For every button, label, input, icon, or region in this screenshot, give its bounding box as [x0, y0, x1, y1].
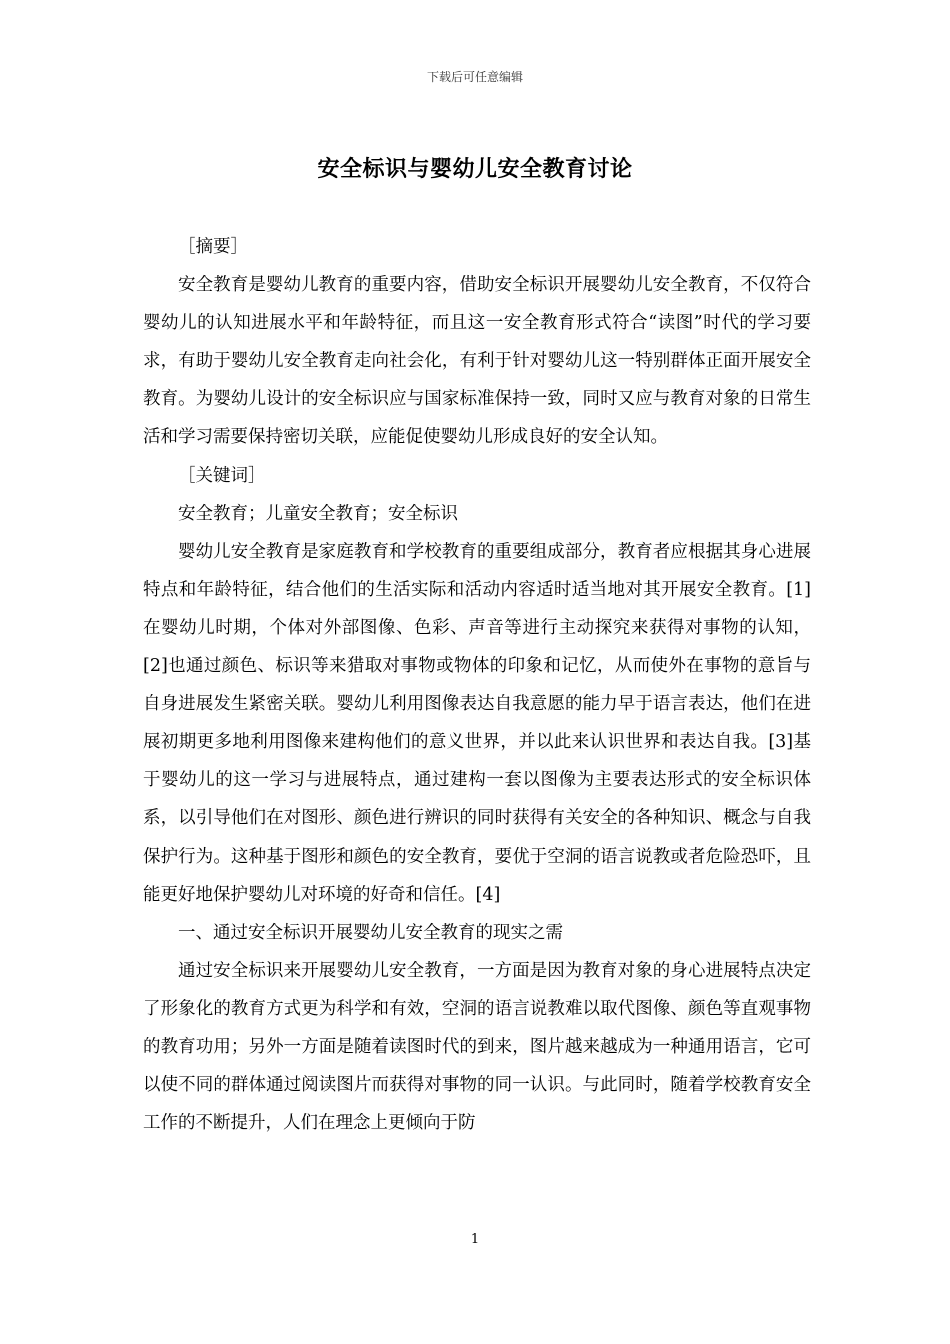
- section-1-heading: 一、通过安全标识开展婴幼儿安全教育的现实之需: [178, 922, 563, 943]
- document-title: 安全标识与婴幼儿安全教育讨论: [317, 156, 633, 182]
- section-1-paragraph: 通过安全标识来开展婴幼儿安全教育，一方面是因为教育对象的身心进展特点决定了形象化的教育方式更为科学和有效，空洞的语言说教难以取代图像、颜色等直观事物的教育功用；另外一方面是随着读图时代的到来，图片越来越成为一种通用语言，它可以使不同的群体通过阅读图片而获得对事物的同一认识。与此同时，随着学校教育安全工作的不断提升，人们在理念上更倾向于防: [143, 960, 811, 1134]
- abstract-paragraph: 安全教育是婴幼儿教育的重要内容，借助安全标识开展婴幼儿安全教育，不仅符合婴幼儿的认知进展水平和年龄特征，而且这一安全教育形式符合“读图”时代的学习要求，有助于婴幼儿安全教育走向社会化，有利于针对婴幼儿这一特别群体正面开展安全教育。为婴幼儿设计的安全标识应与国家标准保持一致，同时又应与教育对象的日常生活和学习需要保持密切关联，应能促使婴幼儿形成良好的安全认知。: [143, 275, 811, 448]
- keywords-heading: ［关键词］: [178, 465, 266, 486]
- abstract-heading: ［摘要］: [178, 237, 248, 257]
- intro-paragraph: 婴幼儿安全教育是家庭教育和学校教育的重要组成部分，教育者应根据其身心进展特点和年龄特征，结合他们的生活实际和活动内容适时适当地对其开展安全教育。[1]在婴幼儿时期，个体对外部图像、色彩、声音等进行主动探究来获得对事物的认知，[2]也通过颜色、标识等来猎取对事物或物体的印象和记忆，从而使外在事物的意旨与自身进展发生紧密关联。婴幼儿利用图像表达自我意愿的能力早于语言表达，他们在进展初期更多地利用图像来建构他们的意义世界，并以此来认识世界和表达自我。[3]基于婴幼儿的这一学习与进展特点，通过建构一套以图像为主要表达形式的安全标识体系，以引导他们在对图形、颜色进行辨识的同时获得有关安全的各种知识、概念与自我保护行为。这种基于图形和颜色的安全教育，要优于空洞的语言说教或者危险恐吓，且能更好地保护婴幼儿对环境的好奇和信任。[4]: [143, 541, 811, 905]
- keywords-paragraph: 安全教育；儿童安全教育；安全标识: [178, 503, 458, 524]
- document-body: [143, 228, 811, 1142]
- page-number: 1: [470, 1232, 480, 1247]
- header-note: 下载后可任意编辑: [426, 70, 523, 84]
